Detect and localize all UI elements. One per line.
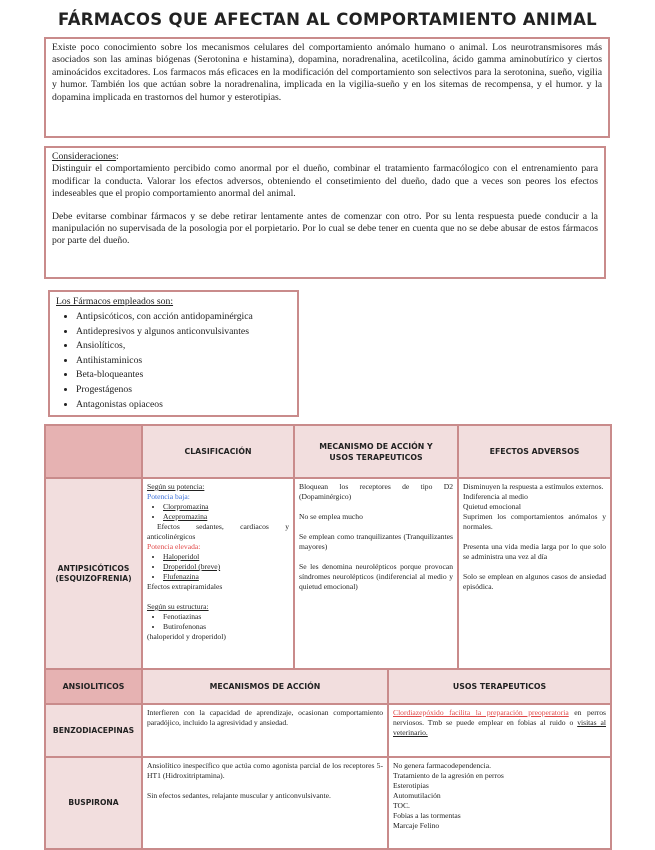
table-row	[45, 704, 611, 757]
intro-text: Existe poco conocimiento sobre los mecanismos celulares del comportamiento anómalo humano o animal. Los neurotransmisores más asociados son las aminas biógenas (Serotonina e histamina), dopamina, noradrenalina, acetilcolina, ácido gamma aminobutírico y ciertos aminoácidos excitadores. Los farmacos más eficaces en la modificación del comportamiento son selectivos para la serotonina, sueño, vigilia y humor. También los que actúan sobre la noradrenalina, implicada en la vigilia-sueño y en los sitemas de recompensa, y el humor. y la dopamina implicada en trastornos del humor y esterotipias.	[52, 42, 602, 103]
list-item: • Acepromazina	[163, 512, 289, 522]
list-item: Esterotipias	[393, 781, 429, 790]
list-item: No genera farmacodependencia.	[393, 761, 492, 770]
drugs-list	[56, 310, 291, 412]
header-adverse: EFECTOS ADVERSOS	[458, 425, 611, 478]
list-item: Tratamiento de la agresión en perros	[393, 771, 504, 780]
list-item: • Haloperidol	[163, 552, 289, 562]
vet-visits-link: visitas al veterinario.	[393, 718, 606, 737]
benzo-uses-cell: Clordiazepóxido facilita la preparación preoperatoria en perros nerviosos. Tmb se puede emplear en fobias al ruido o visitas al veterinario.	[388, 704, 611, 757]
table-header-row	[45, 425, 611, 478]
page-title: FÁRMACOS QUE AFECTAN AL COMPORTAMIENTO ANIMAL	[58, 10, 597, 29]
table-header-row	[45, 669, 611, 704]
list-item: • Droperidol (breve)	[163, 562, 289, 572]
header-mechanism: MECANISMO DE ACCIÓN Y USOS TERAPEUTICOS	[294, 425, 458, 478]
considerations-p1: Distinguir el comportamiento percibido como anormal por el dueño, combinar el tratamiento farmacólogico con el entrenamiento para modificar la conducta. Valorar los efectos adversos, obteniendo el consetimiento del dueño, dado que a veces son peores los efectos indeseables que el propio comportamiento anormal del animal.	[52, 163, 598, 200]
header-uses: USOS TERAPEUTICOS	[388, 669, 611, 704]
list-item: • Progestágenos	[76, 383, 291, 398]
list-item: • Butirofenonas	[163, 622, 289, 632]
drugs-box	[48, 290, 299, 417]
list-item: • Antihistaminicos	[76, 354, 291, 369]
list-item: • Antagonistas opiaceos	[76, 398, 291, 413]
list-item: • Antipsicóticos, con acción antidopaminérgica	[76, 310, 291, 325]
list-item: • Ansiolíticos,	[76, 339, 291, 354]
header-anxiolytics: ANSIOLITICOS	[45, 669, 142, 704]
preop-link: Clordiazepóxido facilita la preparación preoperatoria	[393, 708, 569, 717]
header-mechanisms: MECANISMOS DE ACCIÓN	[142, 669, 388, 704]
list-item: TOC.	[393, 801, 410, 810]
header-classification: CLASIFICACIÓN	[142, 425, 294, 478]
adverse-cell: Disminuyen la respuesta a estímulos externos. Indiferencia al medio Quietud emocional Suprimen los comportamientos anómalos y normales. Presenta una vida media larga por lo que solo se administra una vez al día Solo se emplean en algunos casos de ansiedad episódica.	[458, 478, 611, 669]
considerations-p2: Debe evitarse combinar fármacos y se debe retirar lentamente antes de comenzar con otro. Por su lenta respuesta puede conducir a la manipulación no supervisada de la posologia por el porpietario. Por lo cual se debe tener en cuenta que no se debe abusar de estos fármacos por parte del dueño.	[52, 210, 598, 247]
table-row	[45, 757, 611, 849]
table-row	[45, 478, 611, 669]
considerations-heading: Consideraciones	[52, 151, 117, 162]
list-item: • Beta-bloqueantes	[76, 368, 291, 383]
row-label-buspirone: BUSPIRONA	[45, 757, 142, 849]
busp-mechanism-cell: Ansiolítico inespecífico que actúa como agonista parcial de los receptores 5-HT1 (Hidroxitriptamina). Sin efectos sedantes, relajante muscular y anticonvulsivante.	[142, 757, 388, 849]
list-item: • Fenotiazinas	[163, 612, 289, 622]
row-label-benzodiazepines: BENZODIACEPINAS	[45, 704, 142, 757]
header-empty	[45, 425, 142, 478]
busp-uses-cell	[388, 757, 611, 849]
list-item: • Antidepresivos y algunos anticonvulsivantes	[76, 325, 291, 340]
list-item: Fobias a las tormentas	[393, 811, 461, 820]
antipsychotics-table	[44, 424, 612, 670]
list-item: • Clorpromazina	[163, 502, 289, 512]
mechanism-cell: Bloquean los receptores de tipo D2 (Dopaminérgico) No se emplea mucho Se emplean como tranquilizantes (Tranquilizantes mayores) Se les denomina neurolépticos porque provocan síndromes neurolépticos (indiferencial al medio y quietud emocional)	[294, 478, 458, 669]
anxiolytics-table	[44, 668, 612, 850]
row-label-antipsychotics: ANTIPSICÓTICOS (ESQUIZOFRENIA)	[45, 478, 142, 669]
list-item: Automutilación	[393, 791, 441, 800]
list-item: • Flufenazina	[163, 572, 289, 582]
list-item: Marcaje Felino	[393, 821, 440, 830]
intro-box	[44, 37, 610, 138]
classification-cell: Según su potencia: Potencia baja: • Clorpromazina • Acepromazina Efectos sedantes, cardiacos y anticolinérgicos Potencia elevada: • Haloperidol • Droperidol (breve) • Flufenazina Efectos extrapiramidales Según su estructura: • Fenotiazinas • Butirofenonas (haloperidol y droperidol)	[142, 478, 294, 669]
considerations-box: Consideraciones: Distinguir el comportamiento percibido como anormal por el dueño, combinar el tratamiento farmacólogico con el entrenamiento para modificar la conducta. Valorar los efectos adversos, obteniendo el consetimiento del dueño, dado que a veces son peores los efectos indeseables que el propio comportamiento anormal del animal. Debe evitarse combinar fármacos y se debe retirar lentamente antes de comenzar con otro. Por su lenta respuesta puede conducir a la manipulación no supervisada de la posologia por el porpietario. Por lo cual se debe tener en cuenta que no se debe abusar de estos fármacos por parte del dueño.	[44, 146, 606, 279]
drugs-heading: Los Fármacos empleados son:	[56, 296, 174, 307]
benzo-mechanism-cell: Interfieren con la capacidad de aprendizaje, ocasionan comportamiento paradójico, incluido la agresividad y ansiedad.	[142, 704, 388, 757]
